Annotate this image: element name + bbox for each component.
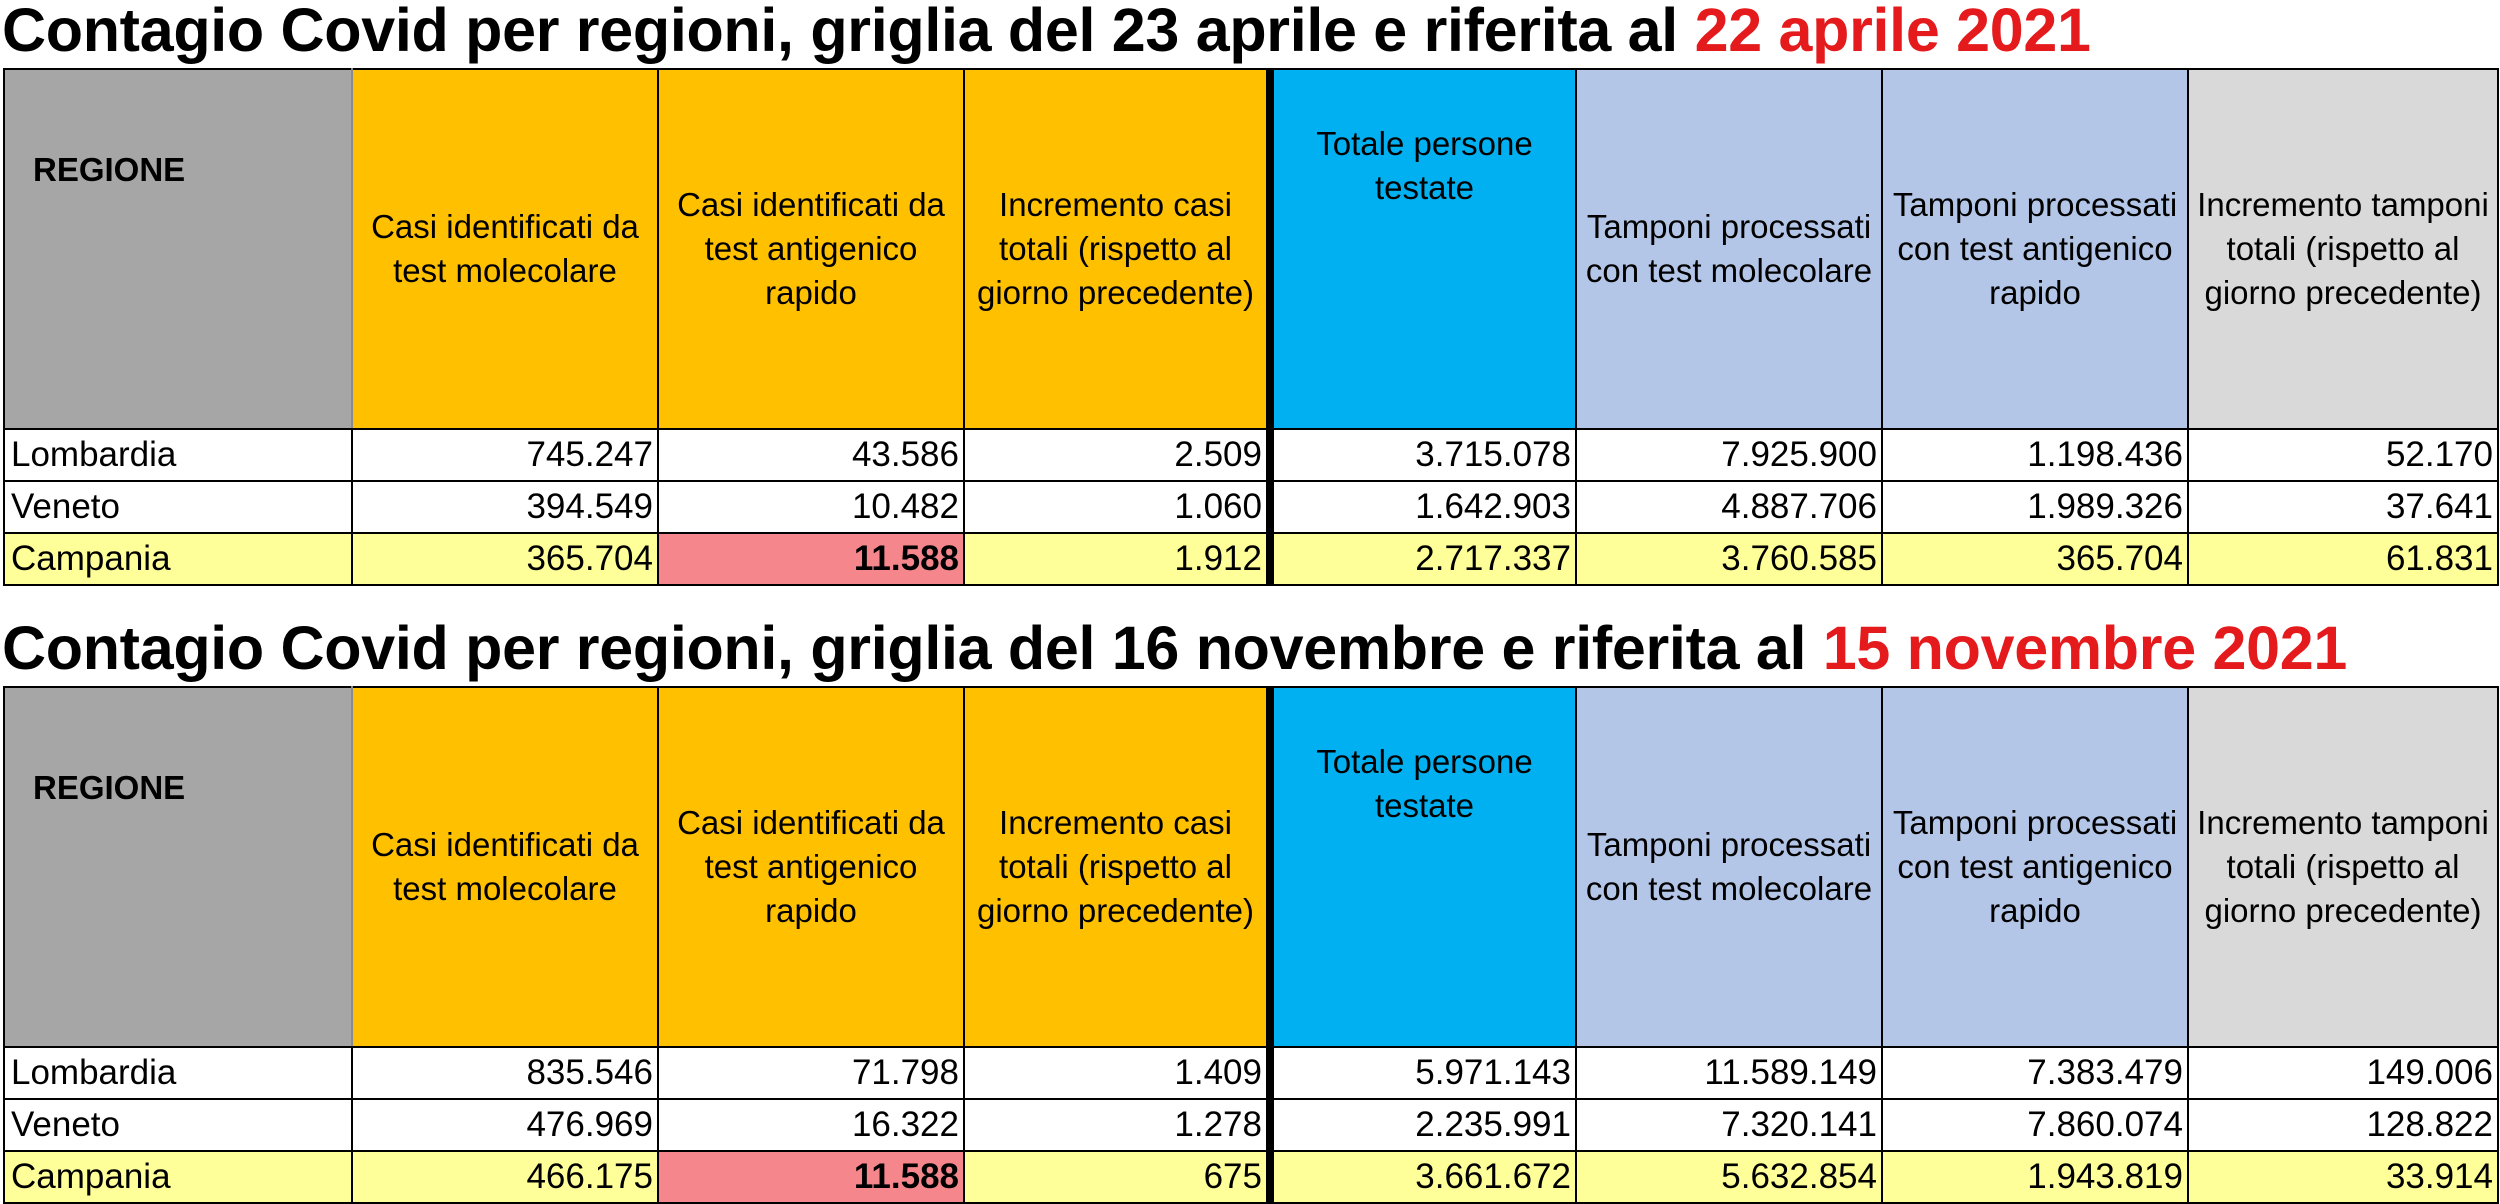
header-people-tested: Totale persone testate: [1270, 69, 1576, 429]
cell-people-tested: 2.717.337: [1270, 533, 1576, 585]
cell-swabs-increment: 52.170: [2188, 429, 2498, 481]
cell-antigen-swabs: 365.704: [1882, 533, 2188, 585]
title-main: Contagio Covid per regioni, griglia del 16 novembre e riferita al: [2, 614, 1823, 682]
cell-swabs-increment: 33.914: [2188, 1151, 2498, 1203]
cell-antigen-cases: 16.322: [658, 1099, 964, 1151]
cell-antigen-swabs: 1.198.436: [1882, 429, 2188, 481]
header-region: REGIONE: [4, 687, 352, 1047]
cell-molecular-swabs: 7.320.141: [1576, 1099, 1882, 1151]
cell-people-tested: 1.642.903: [1270, 481, 1576, 533]
cell-molecular-cases: 466.175: [352, 1151, 658, 1203]
header-molecular-cases: Casi identificati da test molecolare: [352, 69, 658, 429]
table-row-lombardia: [4, 429, 2498, 481]
cell-molecular-swabs: 3.760.585: [1576, 533, 1882, 585]
table-row-veneto: [4, 481, 2498, 533]
cell-antigen-swabs: 7.860.074: [1882, 1099, 2188, 1151]
cell-antigen-swabs: 1.989.326: [1882, 481, 2188, 533]
title-date: 15 novembre 2021: [1822, 614, 2347, 682]
table-row-campania: [4, 1151, 2498, 1203]
covid-table-november: [3, 686, 2499, 1204]
cell-swabs-increment: 61.831: [2188, 533, 2498, 585]
cell-antigen-cases-highlighted: 11.588: [658, 533, 964, 585]
cell-antigen-swabs: 1.943.819: [1882, 1151, 2188, 1203]
cell-swabs-increment: 149.006: [2188, 1047, 2498, 1099]
header-swabs-increment: Incremento tamponi totali (rispetto al giorno precedente): [2188, 687, 2498, 1047]
table-row-lombardia: [4, 1047, 2498, 1099]
cell-molecular-cases: 365.704: [352, 533, 658, 585]
cell-antigen-cases-highlighted: 11.588: [658, 1151, 964, 1203]
header-antigen-cases: Casi identificati da test antigenico rapido: [658, 687, 964, 1047]
table-row-veneto: [4, 1099, 2498, 1151]
header-cases-increment: Incremento casi totali (rispetto al giorno precedente): [964, 69, 1270, 429]
title-main: Contagio Covid per regioni, griglia del 23 aprile e riferita al: [2, 0, 1695, 64]
cell-antigen-cases: 10.482: [658, 481, 964, 533]
cell-molecular-cases: 394.549: [352, 481, 658, 533]
cell-molecular-cases: 745.247: [352, 429, 658, 481]
region-name: Campania: [4, 1151, 352, 1203]
region-name: Campania: [4, 533, 352, 585]
cell-cases-increment: 675: [964, 1151, 1270, 1203]
title-date: 22 aprile 2021: [1694, 0, 2091, 64]
cell-swabs-increment: 128.822: [2188, 1099, 2498, 1151]
section-title: [0, 0, 2500, 68]
cell-cases-increment: 1.912: [964, 533, 1270, 585]
header-swabs-increment: Incremento tamponi totali (rispetto al giorno precedente): [2188, 69, 2498, 429]
header-antigen-cases: Casi identificati da test antigenico rapido: [658, 69, 964, 429]
covid-table-april: [3, 68, 2499, 586]
header-molecular-cases: Casi identificati da test molecolare: [352, 687, 658, 1047]
region-name: Veneto: [4, 1099, 352, 1151]
table-section-april: [0, 0, 2500, 586]
header-molecular-swabs: Tamponi processati con test molecolare: [1576, 69, 1882, 429]
cell-people-tested: 3.661.672: [1270, 1151, 1576, 1203]
cell-antigen-cases: 71.798: [658, 1047, 964, 1099]
header-antigen-swabs: Tamponi processati con test antigenico rapido: [1882, 687, 2188, 1047]
table-row-campania: [4, 533, 2498, 585]
cell-molecular-cases: 476.969: [352, 1099, 658, 1151]
table-section-november: [0, 614, 2500, 1204]
cell-cases-increment: 2.509: [964, 429, 1270, 481]
region-name: Lombardia: [4, 1047, 352, 1099]
header-people-tested: Totale persone testate: [1270, 687, 1576, 1047]
header-region: REGIONE: [4, 69, 352, 429]
cell-antigen-swabs: 7.383.479: [1882, 1047, 2188, 1099]
cell-molecular-swabs: 11.589.149: [1576, 1047, 1882, 1099]
cell-cases-increment: 1.278: [964, 1099, 1270, 1151]
header-row: [4, 687, 2498, 1047]
cell-people-tested: 5.971.143: [1270, 1047, 1576, 1099]
cell-molecular-swabs: 5.632.854: [1576, 1151, 1882, 1203]
cell-people-tested: 2.235.991: [1270, 1099, 1576, 1151]
cell-people-tested: 3.715.078: [1270, 429, 1576, 481]
cell-molecular-swabs: 4.887.706: [1576, 481, 1882, 533]
cell-cases-increment: 1.409: [964, 1047, 1270, 1099]
header-molecular-swabs: Tamponi processati con test molecolare: [1576, 687, 1882, 1047]
header-antigen-swabs: Tamponi processati con test antigenico rapido: [1882, 69, 2188, 429]
cell-molecular-swabs: 7.925.900: [1576, 429, 1882, 481]
cell-swabs-increment: 37.641: [2188, 481, 2498, 533]
cell-molecular-cases: 835.546: [352, 1047, 658, 1099]
header-row: [4, 69, 2498, 429]
section-title: [0, 614, 2500, 686]
region-name: Lombardia: [4, 429, 352, 481]
cell-antigen-cases: 43.586: [658, 429, 964, 481]
header-cases-increment: Incremento casi totali (rispetto al giorno precedente): [964, 687, 1270, 1047]
cell-cases-increment: 1.060: [964, 481, 1270, 533]
region-name: Veneto: [4, 481, 352, 533]
